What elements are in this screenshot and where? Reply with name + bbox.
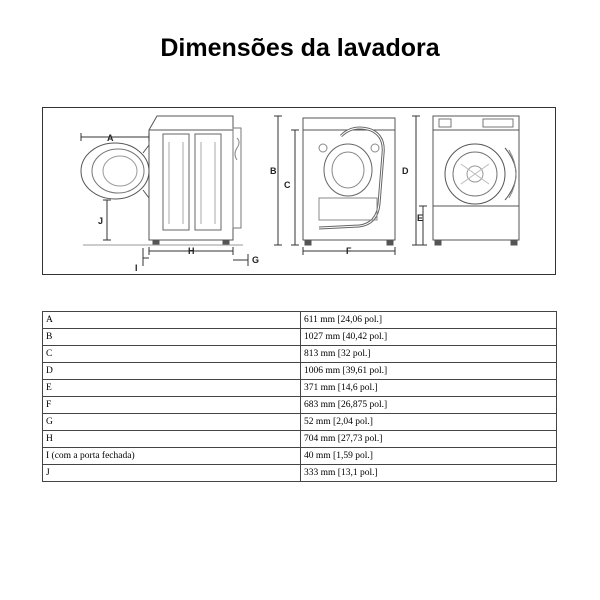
dimension-key: C — [43, 346, 301, 363]
label-i: I — [135, 263, 138, 273]
dimension-e-line — [419, 206, 427, 245]
dimension-value: 611 mm [24,06 pol.] — [301, 312, 557, 329]
dimension-value: 704 mm [27,73 pol.] — [301, 431, 557, 448]
dimension-key: B — [43, 329, 301, 346]
dimension-value: 52 mm [2,04 pol.] — [301, 414, 557, 431]
table-row — [43, 380, 557, 397]
dimension-j-line — [103, 200, 111, 240]
dimension-value: 40 mm [1,59 pol.] — [301, 448, 557, 465]
dimension-value: 371 mm [14,6 pol.] — [301, 380, 557, 397]
table-row — [43, 397, 557, 414]
dimension-d-line — [412, 116, 420, 245]
rear-view — [303, 118, 395, 245]
label-h: H — [188, 246, 195, 256]
front-view-door-open — [433, 116, 519, 245]
table-row — [43, 448, 557, 465]
dimensions-table — [42, 311, 557, 482]
dimension-key: H — [43, 431, 301, 448]
table-row — [43, 346, 557, 363]
washer-dimension-diagram — [42, 107, 556, 275]
dimension-key: J — [43, 465, 301, 482]
table-row — [43, 329, 557, 346]
label-j: J — [98, 216, 104, 226]
label-f: F — [346, 246, 352, 256]
dimension-key: A — [43, 312, 301, 329]
dimension-value: 1006 mm [39,61 pol.] — [301, 363, 557, 380]
dimension-value: 1027 mm [40,42 pol.] — [301, 329, 557, 346]
side-view-door-open — [81, 116, 243, 245]
table-row — [43, 431, 557, 448]
dimension-key: E — [43, 380, 301, 397]
dimension-a-line — [81, 133, 149, 141]
label-c: C — [284, 180, 291, 190]
label-d: D — [402, 166, 409, 176]
table-row — [43, 465, 557, 482]
dimension-key: D — [43, 363, 301, 380]
dimension-value: 333 mm [13,1 pol.] — [301, 465, 557, 482]
dimension-value: 813 mm [32 pol.] — [301, 346, 557, 363]
table-row — [43, 312, 557, 329]
dimension-i-line — [143, 248, 149, 266]
label-e: E — [417, 213, 424, 223]
diagram-drawing — [43, 108, 555, 274]
dimension-key: F — [43, 397, 301, 414]
label-g: G — [252, 255, 260, 265]
label-b: B — [270, 166, 277, 176]
table-row — [43, 414, 557, 431]
dimension-value: 683 mm [26,875 pol.] — [301, 397, 557, 414]
dimension-key: G — [43, 414, 301, 431]
dimension-key: I (com a porta fechada) — [43, 448, 301, 465]
dimension-c-line — [291, 130, 299, 245]
dimension-g-line — [233, 254, 248, 266]
dimension-b-line — [274, 116, 282, 245]
label-a: A — [107, 133, 114, 143]
table-row — [43, 363, 557, 380]
page-title: Dimensões da lavadora — [160, 34, 440, 62]
